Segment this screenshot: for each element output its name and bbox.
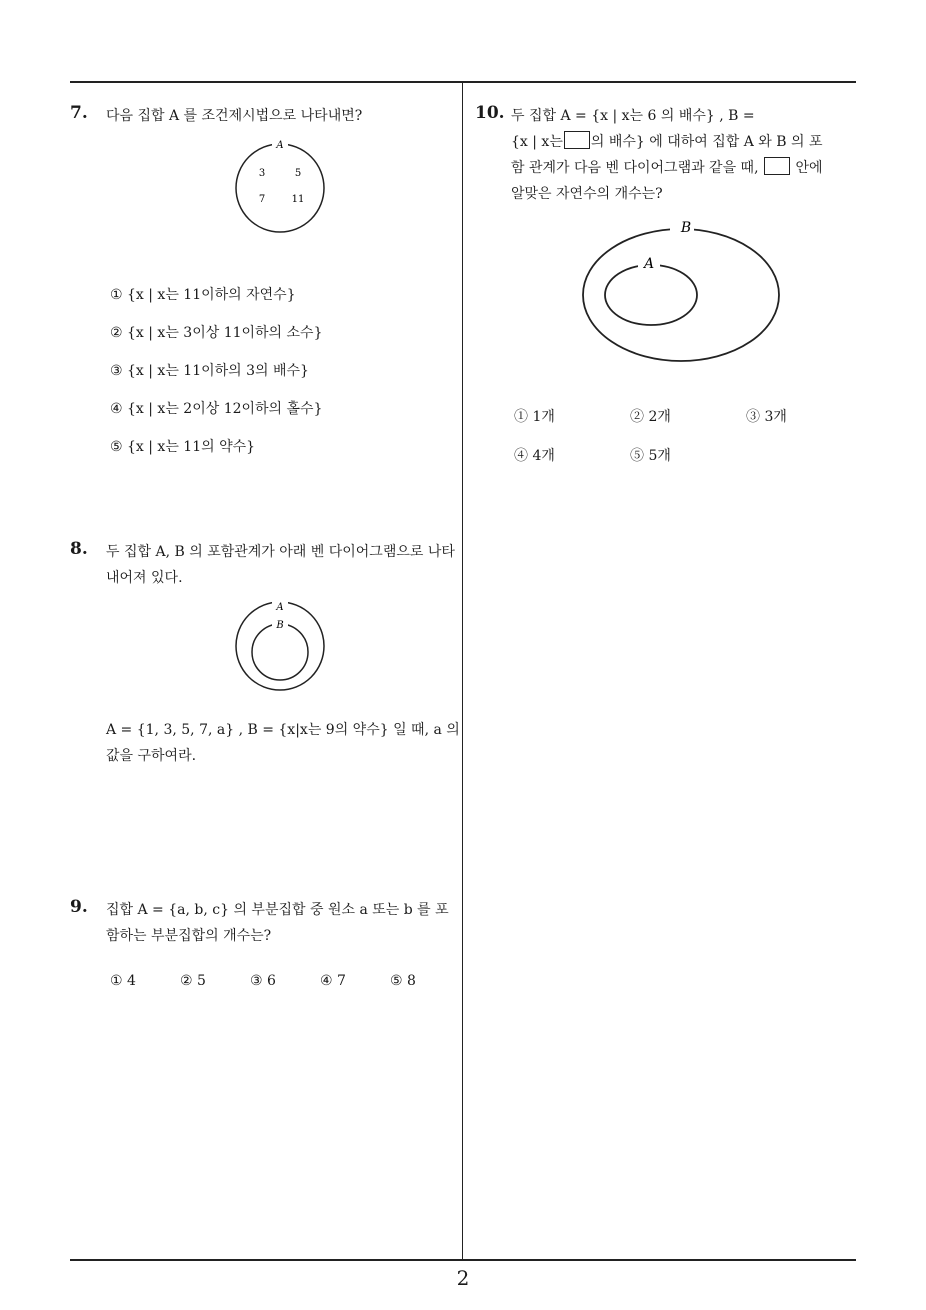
- q9-option-2[interactable]: ② 5: [180, 973, 206, 989]
- q10-outer-label: B: [680, 220, 692, 236]
- q7-option-3[interactable]: ③ {x | x는 11이하의 3의 배수}: [110, 363, 309, 379]
- q10-line-4: 알맞은 자연수의 개수는?: [511, 186, 663, 202]
- q10-number: 10.: [475, 103, 505, 123]
- q8-inner-label: B: [276, 620, 284, 631]
- q10-option-5[interactable]: ⑤ 5개: [630, 448, 671, 464]
- q9-option-4[interactable]: ④ 7: [320, 973, 346, 989]
- q8-question: 두 집합 A, B 의 포함관계가 아래 벤 다이어그램으로 나타내어져 있다.: [106, 544, 455, 586]
- q7-element: 3: [258, 168, 266, 179]
- q7-option-1[interactable]: ① {x | x는 11이하의 자연수}: [110, 287, 296, 303]
- q7-option-2[interactable]: ② {x | x는 3이상 11이하의 소수}: [110, 325, 323, 341]
- q8-outer-label: A: [276, 602, 284, 613]
- q9-question: 집합 A = {a, b, c} 의 부분집합 중 원소 a 또는 b 를 포함하는 부분집합의 개수는?: [106, 902, 449, 944]
- q10-line-3: 함 관계가 다음 벤 다이어그램과 같을 때, 안에: [511, 155, 857, 181]
- page-number: 2: [456, 1266, 470, 1290]
- q7-element: 7: [258, 194, 266, 205]
- q10-blank-box: [564, 131, 590, 149]
- q10-option-1[interactable]: ① 1개: [514, 409, 555, 425]
- q7-set-label: A: [276, 140, 284, 151]
- q10-text: [511, 103, 857, 207]
- q7-element: 11: [291, 194, 305, 205]
- q10-inner-label: A: [643, 256, 655, 272]
- q7-set-circle: [236, 144, 324, 232]
- q9-option-5[interactable]: ⑤ 8: [390, 973, 416, 989]
- q8-venn-diagram: [232, 598, 328, 694]
- q10-blank-box: [764, 157, 790, 175]
- q7-venn-diagram: [230, 138, 330, 238]
- q10-inner-ellipse: [605, 265, 697, 325]
- q7-option-4[interactable]: ④ {x | x는 2이상 12이하의 홀수}: [110, 401, 323, 417]
- q8-text: [70, 539, 460, 591]
- q9-number: 9.: [70, 897, 88, 917]
- q10-line-1: 두 집합 A = {x | x는 6 의 배수} , B =: [511, 108, 755, 124]
- q7-text: [70, 103, 460, 129]
- q10-venn-diagram: [578, 216, 784, 364]
- column-divider: [462, 83, 463, 1261]
- bottom-rule: [70, 1259, 856, 1261]
- q8-number: 8.: [70, 539, 88, 559]
- q8-condition: A = {1, 3, 5, 7, a} , B = {x|x는 9의 약수} 일 때, a 의 값을 구하여라.: [106, 722, 460, 764]
- q7-number: 7.: [70, 103, 88, 123]
- q8-inner-circle: [252, 624, 308, 680]
- q7-question: 다음 집합 A 를 조건제시법으로 나타내면?: [106, 108, 363, 124]
- top-rule: [70, 81, 856, 83]
- q10-line-2: {x | x는 의 배수} 에 대하여 집합 A 와 B 의 포: [511, 129, 857, 155]
- q7-element: 5: [294, 168, 302, 179]
- q10-option-3[interactable]: ③ 3개: [746, 409, 787, 425]
- q8-outer-circle: [236, 602, 324, 690]
- q10-outer-ellipse: [583, 229, 779, 361]
- q10-option-2[interactable]: ② 2개: [630, 409, 671, 425]
- q9-text: [70, 897, 460, 949]
- q10-option-4[interactable]: ④ 4개: [514, 448, 555, 464]
- q9-option-3[interactable]: ③ 6: [250, 973, 276, 989]
- q9-option-1[interactable]: ① 4: [110, 973, 136, 989]
- q7-option-5[interactable]: ⑤ {x | x는 11의 약수}: [110, 439, 256, 455]
